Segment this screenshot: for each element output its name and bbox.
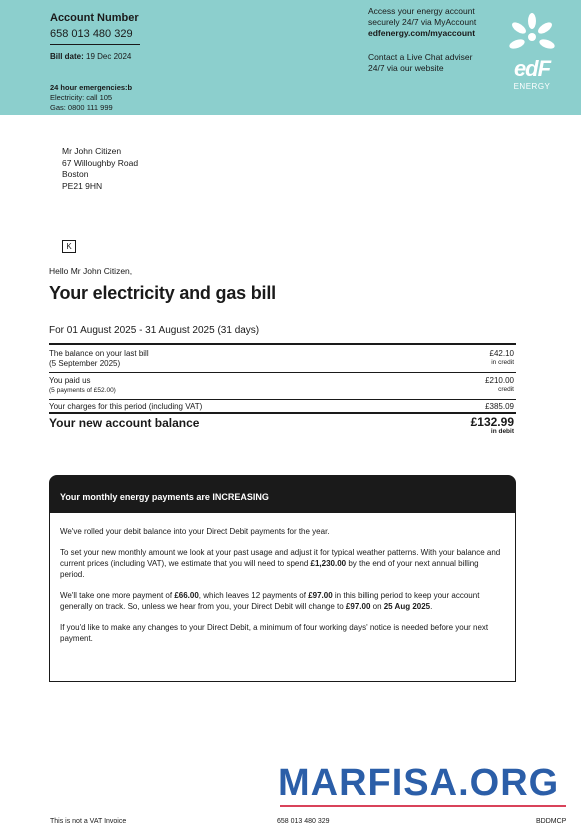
bill-date xyxy=(50,52,131,61)
greeting: Hello Mr John Citizen, xyxy=(49,266,133,276)
p2-text-a: To set your new monthly amount we look at your past usage and adjust it for typical weather patterns. With your balance and current prices (including VAT), we estimate that you will need to spend xyxy=(60,548,501,568)
bill-header xyxy=(0,0,581,115)
bill-date-label: Bill date: xyxy=(50,52,84,61)
charges-row xyxy=(49,400,516,414)
notice-paragraph-1: We've rolled your debit balance into your Direct Debit payments for the year. xyxy=(60,527,330,536)
balance-summary-table xyxy=(49,343,516,446)
paid-note: credit xyxy=(498,386,514,393)
footer-code: BDDMCP xyxy=(536,818,567,825)
new-balance-value-group xyxy=(470,415,514,436)
address-street: 67 Willoughby Road xyxy=(62,157,139,168)
gas-emergency: Gas: 0800 111 999 xyxy=(50,103,113,112)
new-debit-amount: £97.00 xyxy=(345,602,371,611)
charges-label: Your charges for this period (including VAT) xyxy=(49,402,203,411)
p2-text-b: by the end of your next annual billing period. xyxy=(60,559,479,579)
account-access-info xyxy=(368,6,508,39)
notice-paragraph-2 xyxy=(60,547,505,580)
new-balance-row xyxy=(49,414,516,446)
bill-date-value: 19 Dec 2024 xyxy=(86,52,132,61)
edf-logo-subtext: ENERGY xyxy=(513,82,551,91)
access-line-1: Access your energy account xyxy=(368,6,475,16)
customer-address xyxy=(62,146,138,192)
p3-text-b: , which leaves 12 payments of xyxy=(198,591,309,600)
paid-value-group xyxy=(485,376,514,394)
last-balance-value-group xyxy=(490,349,514,367)
new-balance-value: £132.99 xyxy=(470,415,514,429)
debit-change-date: 25 Aug 2025 xyxy=(383,602,431,611)
notice-body xyxy=(49,513,516,682)
monthly-payment-amount: £97.00 xyxy=(308,591,333,600)
customer-name: Mr John Citizen xyxy=(62,146,122,156)
account-number-label: Account Number xyxy=(50,12,139,24)
electricity-emergency: Electricity: call 105 xyxy=(50,93,113,102)
last-balance-label-group xyxy=(49,349,149,369)
paid-value: £210.00 xyxy=(485,376,514,385)
new-balance-label: Your new account balance xyxy=(49,416,200,430)
last-balance-value: £42.10 xyxy=(489,349,514,358)
notice-paragraph-4: If you'd like to make any changes to your Direct Debit, a minimum of four working days' notice is needed before your next payment. xyxy=(60,623,489,643)
account-divider xyxy=(50,44,140,45)
edf-logo-text: edF xyxy=(513,56,551,81)
last-balance-label: The balance on your last bill xyxy=(49,349,149,358)
last-balance-note: in credit xyxy=(491,359,514,366)
access-line-2: securely 24/7 via MyAccount xyxy=(368,17,477,27)
watermark-underline xyxy=(280,805,566,807)
paid-label: You paid us xyxy=(49,376,91,385)
myaccount-link[interactable]: edfenergy.com/myaccount xyxy=(368,28,476,38)
last-balance-date: (5 September 2025) xyxy=(49,359,121,368)
page-title: Your electricity and gas bill xyxy=(49,283,276,303)
final-payment-amount: £66.00 xyxy=(174,591,199,600)
footer-vat-note: This is not a VAT Invoice xyxy=(50,818,127,825)
p3-text-a: We'll take one more payment of xyxy=(60,591,175,600)
last-balance-row xyxy=(49,343,516,373)
address-town: Boston xyxy=(62,169,89,179)
p3-text-e: . xyxy=(430,602,433,611)
notice-heading: Your monthly energy payments are INCREASING xyxy=(49,475,516,513)
p3-text-c: in this billing period to keep your account generally on track. So, unless we hear from you, your Direct Debit will change to xyxy=(60,591,480,611)
address-postcode: PE21 9HN xyxy=(62,180,103,191)
new-balance-note: in debit xyxy=(490,428,514,435)
live-chat-info xyxy=(368,52,508,74)
notice-paragraph-3 xyxy=(60,590,505,612)
contact-line-1: Contact a Live Chat adviser xyxy=(368,52,473,62)
account-number: 658 013 480 329 xyxy=(50,28,133,40)
billing-period: For 01 August 2025 - 31 August 2025 (31 days) xyxy=(49,325,260,336)
emergency-title: 24 hour emergencies:b xyxy=(50,83,133,92)
charges-value: £385.09 xyxy=(485,402,514,411)
paid-detail: (5 payments of £52.00) xyxy=(49,387,116,394)
paid-label-group xyxy=(49,376,116,396)
paid-row xyxy=(49,373,516,400)
watermark-text: MARFISA.ORG xyxy=(278,762,560,804)
k-marker-box: K xyxy=(62,240,76,253)
p3-text-d: on xyxy=(370,602,384,611)
footer-account-number: 658 013 480 329 xyxy=(277,818,330,825)
contact-line-2: 24/7 via our website xyxy=(368,63,444,73)
annual-spend-amount: £1,230.00 xyxy=(310,559,347,568)
emergency-contacts xyxy=(50,83,132,113)
